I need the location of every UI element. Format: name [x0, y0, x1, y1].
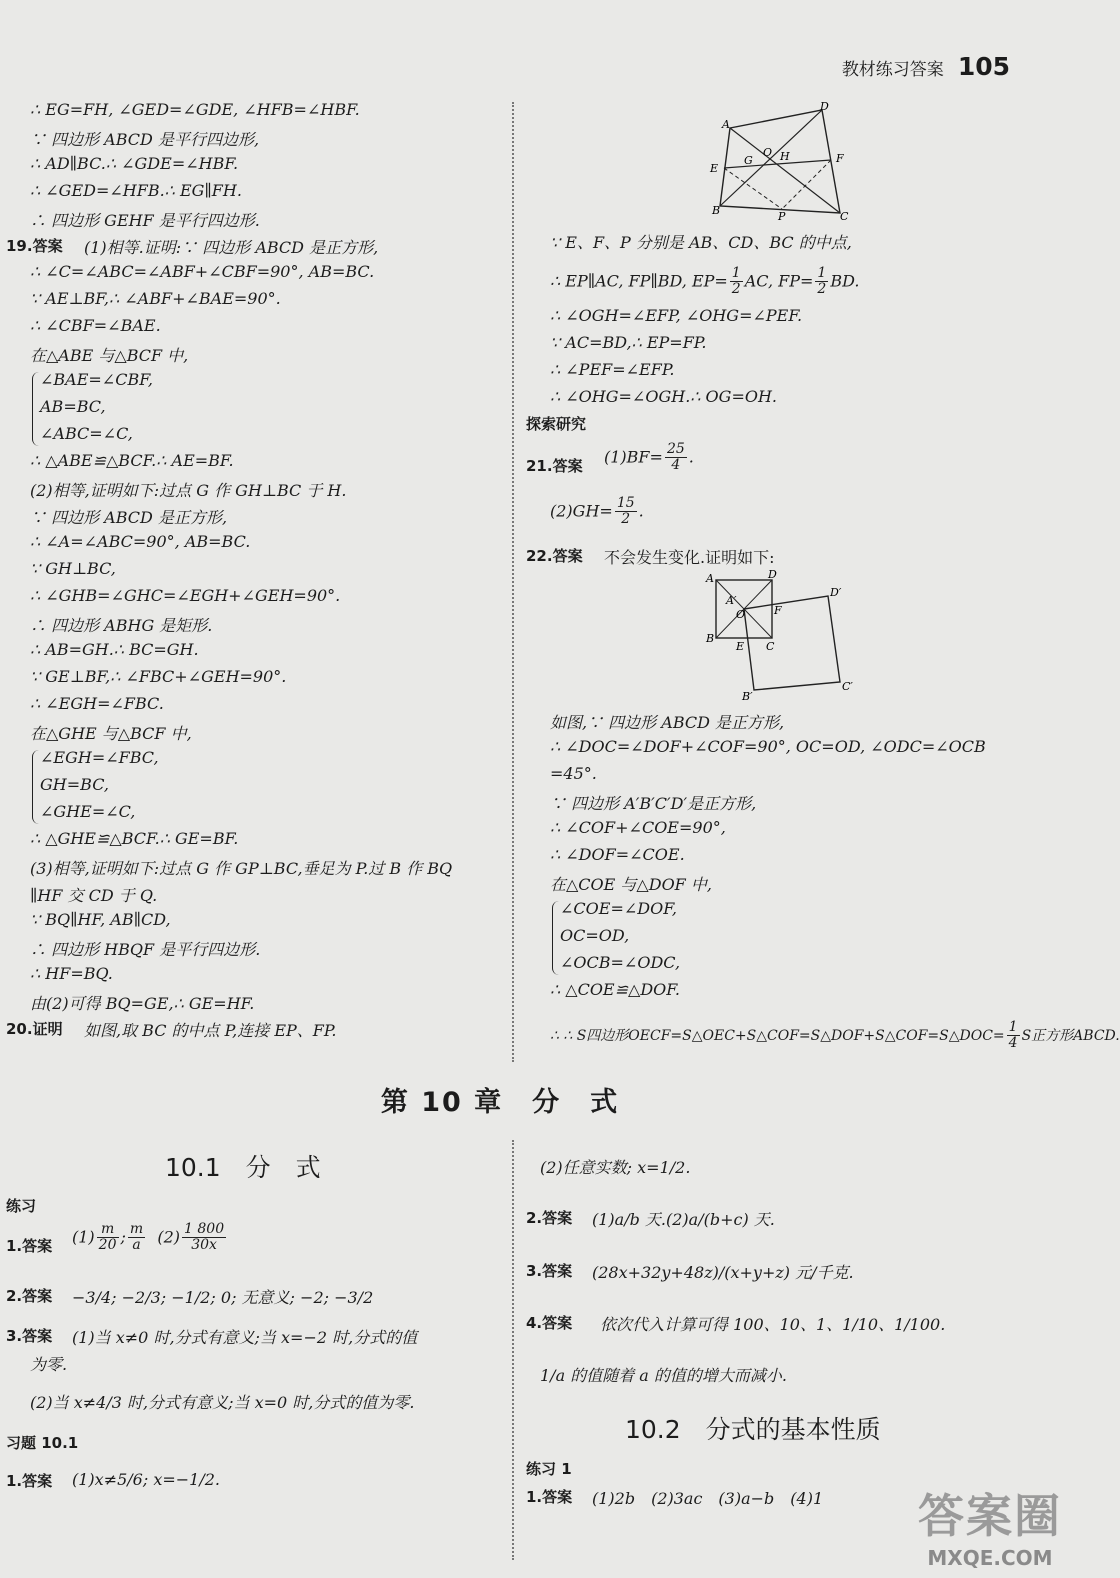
text-line: ∵ BQ∥HF, AB∥CD, [30, 910, 171, 929]
page-header [842, 52, 1010, 81]
fraction: $\frac{1}{2}$ [731, 265, 741, 298]
text-line: ∴ ∠OHG=∠OGH.∴ OG=OH. [550, 387, 777, 406]
text-line: ∴ 四边形 HBQF 是平行四边形. [30, 940, 261, 959]
brace [32, 372, 39, 446]
fig2-label: O [736, 608, 746, 621]
text-line: ∴ AB=GH.∴ BC=GH. [30, 640, 199, 659]
text-line: 依次代入计算可得 100、10、1、1/10、1/100. [600, 1315, 946, 1334]
text-line: ∴ 四边形 GEHF 是平行四边形. [30, 211, 260, 230]
question-label: 21.答案 [526, 457, 583, 475]
fig1-label: A [722, 118, 730, 131]
text-line: ∵ AE⊥BF,∴ ∠ABF+∠BAE=90°. [30, 289, 281, 308]
text-line: ∴ ∠C=∠ABC=∠ABF+∠CBF=90°, AB=BC. [30, 262, 375, 281]
section-label: 探索研究 [526, 415, 587, 433]
watermark [918, 1480, 1062, 1570]
text-line: ∴ AD∥BC.∴ ∠GDE=∠HBF. [30, 154, 239, 173]
fig2-label: B [706, 632, 715, 645]
question-label: 19.答案 [6, 237, 63, 255]
text-line: ∴ EP∥AC, FP∥BD, EP= [550, 271, 728, 291]
text-line: ∴ EG=FH, ∠GED=∠GDE, ∠HFB=∠HBF. [30, 100, 360, 119]
text-line: ∴ HF=BQ. [30, 964, 113, 983]
fraction: $\frac{25}{4}$ [666, 441, 685, 474]
brace [552, 901, 559, 975]
fig1-label: D [820, 100, 829, 113]
fig1-label: F [836, 152, 844, 165]
fig2-label: C [766, 640, 775, 653]
text-line: ∴ ∠COF+∠COE=90°, [550, 818, 726, 837]
question-label: 3.答案 [526, 1262, 573, 1280]
section-title: 10.1 分 式 [165, 1153, 321, 1182]
text-line: ∵ 四边形 ABCD 是正方形, [30, 508, 228, 527]
fig2-label: B′ [742, 690, 753, 703]
text-line: (28x+32y+48z)/(x+y+z) 元/千克. [592, 1263, 854, 1282]
text-line: ∴ ∠GED=∠HFB.∴ EG∥FH. [30, 181, 242, 200]
text-line: ∵ 四边形 A′B′C′D′是正方形, [550, 794, 757, 813]
quadrilateral-figure [700, 98, 870, 223]
text-line: =45°. [550, 764, 597, 783]
fraction: $\frac{15}{2}$ [616, 495, 635, 528]
text-line: ∵ GH⊥BC, [30, 559, 116, 578]
text-line: ∥HF 交 CD 于 Q. [30, 886, 158, 905]
text-line: (2)GH= $\frac{15}{2}$ . [550, 495, 644, 528]
text-line: 不会发生变化.证明如下: [604, 548, 775, 567]
square-figure [700, 570, 860, 705]
text-line: ∴ △GHE≌△BCF.∴ GE=BF. [30, 829, 239, 848]
text-line: ∵ 四边形 ABCD 是平行四边形, [30, 130, 260, 149]
question-label: 2.答案 [526, 1209, 573, 1227]
text-line: ∵ E、F、P 分别是 AB、CD、BC 的中点, [550, 233, 852, 252]
text-line: (2)相等,证明如下:过点 G 作 GH⊥BC 于 H. [30, 481, 347, 500]
text-line: ∠EGH=∠FBC, [40, 748, 159, 767]
text-line: ∠COE=∠DOF, [560, 899, 677, 918]
text-line: 在△ABE 与△BCF 中, [30, 346, 189, 365]
text-line: (3)相等,证明如下:过点 G 作 GP⊥BC,垂足为 P.过 B 作 BQ [30, 859, 453, 878]
question-label: 1.答案 [526, 1488, 573, 1506]
text-line: 在△COE 与△DOF 中, [550, 875, 712, 894]
text-line: ∴ △ABE≌△BCF.∴ AE=BF. [30, 451, 234, 470]
fraction: $\frac{1}{4}$ [1008, 1019, 1018, 1052]
fig2-label: A′ [726, 594, 737, 607]
text-line: ∠GHE=∠C, [40, 802, 136, 821]
question-label: 2.答案 [6, 1287, 53, 1305]
fraction: $\frac{m}{a}$ [129, 1221, 144, 1254]
section-label: 练习 [6, 1197, 37, 1215]
header-title: 教材练习答案 [841, 60, 944, 80]
fraction: $\frac{1}{2}$ [817, 265, 827, 298]
fig1-label: E [710, 162, 719, 175]
text-line: (1)x≠5/6; x=−1/2. [72, 1470, 220, 1489]
section-label: 练习 1 [526, 1460, 572, 1478]
fig2-label: D′ [830, 586, 842, 599]
text-line: ∴ 四边形 ABHG 是矩形. [30, 616, 213, 635]
page-number: 105 [957, 52, 1010, 81]
section-label: 习题 10.1 [6, 1434, 79, 1452]
text-line: 1/a 的值随着 a 的值的增大而减小. [540, 1366, 787, 1385]
text-line: ∴ ∠CBF=∠BAE. [30, 316, 161, 335]
fig1-label: C [840, 210, 849, 223]
fig1-label: B [712, 204, 721, 217]
text-line: ∴ ∠EGH=∠FBC. [30, 694, 164, 713]
question-label: 3.答案 [6, 1327, 53, 1345]
question-label: 22.答案 [526, 547, 583, 565]
text-line: BD. [830, 271, 860, 291]
text-line: ∵ AC=BD,∴ EP=FP. [550, 333, 707, 352]
question-label: 1.答案 [6, 1237, 53, 1255]
text-line: (1)当 x≠0 时,分式有意义;当 x=−2 时,分式的值 [72, 1328, 418, 1347]
text-line: 在△GHE 与△BCF 中, [30, 724, 192, 743]
text-line: GH=BC, [40, 775, 109, 794]
text-line: ∠ABC=∠C, [40, 424, 133, 443]
section-title: 10.2 分式的基本性质 [625, 1415, 881, 1444]
question-label: 20.证明 [6, 1020, 63, 1038]
text-line: OC=OD, [560, 926, 630, 945]
chapter-title: 第 10 章 分 式 [380, 1087, 620, 1118]
fig2-label: C′ [842, 680, 853, 693]
text-line: ∵ GE⊥BF,∴ ∠FBC+∠GEH=90°. [30, 667, 287, 686]
question-label: 4.答案 [526, 1314, 573, 1332]
fig1-label: O [763, 146, 773, 159]
text-line: ∠OCB=∠ODC, [560, 953, 681, 972]
fig1-label: P [778, 210, 786, 223]
text-line: 如图,取 BC 的中点 P,连接 EP、FP. [84, 1021, 337, 1040]
watermark-url: MXQE.COM [927, 1546, 1053, 1570]
text-line: (1)2b (2)3ac (3)a−b (4)1 [592, 1489, 824, 1508]
text-line: AC, FP= [744, 271, 814, 291]
text-line: AB=BC, [40, 397, 106, 416]
text-line: ∴ ∠GHB=∠GHC=∠EGH+∠GEH=90°. [30, 586, 341, 605]
text-line: (2)当 x≠4/3 时,分式有意义;当 x=0 时,分式的值为零. [30, 1393, 415, 1412]
text-line: 由(2)可得 BQ=GE,∴ GE=HF. [30, 994, 255, 1013]
text-line: (1) $\frac{m}{20}$ ; $\frac{m}{a}$ (2) $\frac{1 800}{30x}$ [72, 1221, 225, 1254]
text-line: (2)任意实数; x=1/2. [540, 1158, 691, 1177]
fig1-label: H [780, 150, 790, 163]
text-line [550, 266, 859, 298]
text-line: ∠BAE=∠CBF, [40, 370, 153, 389]
fraction: $\frac{1 800}{30x}$ [184, 1221, 225, 1254]
text-line: ∴ ∠A=∠ABC=90°, AB=BC. [30, 532, 251, 551]
text-line: 如图,∵ 四边形 ABCD 是正方形, [550, 713, 785, 732]
column-divider [512, 102, 514, 1062]
column-divider [512, 1140, 514, 1560]
question-label: 1.答案 [6, 1472, 53, 1490]
text-line: (1)BF= $\frac{25}{4}$ . [604, 441, 694, 474]
text-line: ∴ △COE≌△DOF. [550, 980, 680, 999]
fig2-label: E [736, 640, 745, 653]
text-line: (1)相等.证明:∵ 四边形 ABCD 是正方形, [84, 238, 379, 257]
text-line: ∴ ∠DOF=∠COE. [550, 845, 685, 864]
brace [32, 750, 39, 824]
fig1-label: G [744, 154, 753, 167]
watermark-logo: 答案圈 [918, 1489, 1062, 1543]
text-line: (1)a/b 天.(2)a/(b+c) 天. [592, 1210, 775, 1229]
text-line: ∴ ∴ S四边形OECF=S△OEC+S△COF=S△DOF+S△COF=S△DOC= $\frac{1}{4}$ S正方形ABCD. [550, 1019, 1120, 1052]
fig2-label: F [774, 604, 782, 617]
fig2-label: D [768, 568, 777, 581]
text-line: ∴ ∠PEF=∠EFP. [550, 360, 675, 379]
text-line: 为零. [30, 1355, 68, 1374]
fraction: $\frac{m}{20}$ [98, 1221, 117, 1254]
text-line: ∴ ∠OGH=∠EFP, ∠OHG=∠PEF. [550, 306, 803, 325]
text-line: −3/4; −2/3; −1/2; 0; 无意义; −2; −3/2 [72, 1288, 374, 1307]
fig2-label: A [706, 572, 714, 585]
text-line: ∴ ∠DOC=∠DOF+∠COF=90°, OC=OD, ∠ODC=∠OCB [550, 737, 986, 756]
